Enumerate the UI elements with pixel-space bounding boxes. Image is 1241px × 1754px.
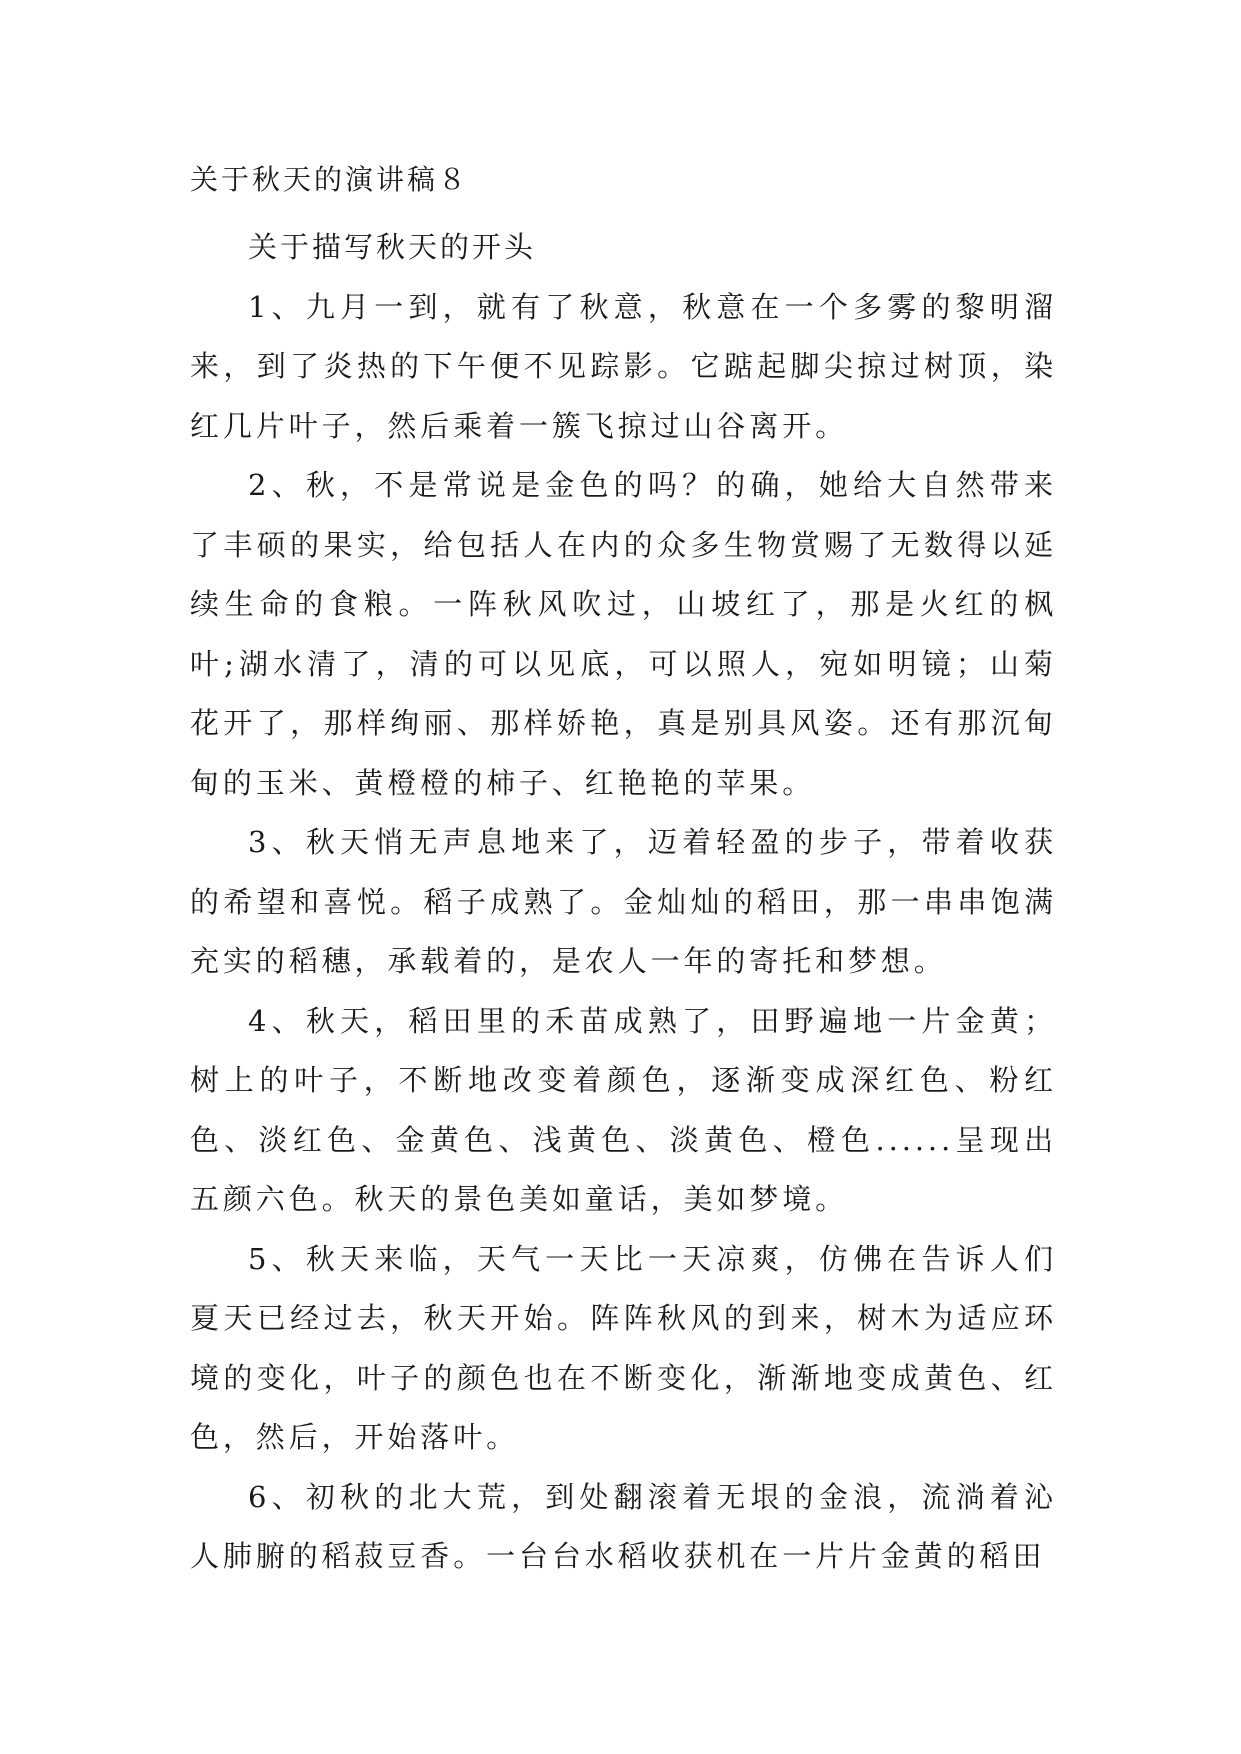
paragraph-3: 3、秋天悄无声息地来了，迈着轻盈的步子，带着收获的希望和喜悦。稻子成熟了。金灿灿的稻田，那一串串饱满充实的稻穗，承载着的，是农人一年的寄托和梦想。 bbox=[190, 825, 1057, 978]
paragraph-4: 4、秋天，稻田里的禾苗成熟了，田野遍地一片金黄；树上的叶子，不断地改变着颜色，逐渐变成深红色、粉红色、淡红色、金黄色、浅黄色、淡黄色、橙色......呈现出五颜六色。秋天的景色美如童话，美如梦境。 bbox=[190, 1003, 1057, 1216]
paragraph-6: 6、初秋的北大荒，到处翻滚着无垠的金浪，流淌着沁人肺腑的稻菽豆香。一台台水稻收获机在一片片金黄的稻田 bbox=[190, 1479, 1057, 1573]
paragraph-1: 1、九月一到，就有了秋意，秋意在一个多雾的黎明溜来，到了炎热的下午便不见踪影。它踮起脚尖掠过树顶，染红几片叶子，然后乘着一簇飞掠过山谷离开。 bbox=[190, 289, 1057, 443]
document-title: 关于秋天的演讲稿８ bbox=[190, 163, 470, 196]
document-body bbox=[190, 218, 1057, 1587]
paragraph-2: 2、秋，不是常说是金色的吗？的确，她给大自然带来了丰硕的果实，给包括人在内的众多生物赏赐了无数得以延续生命的食粮。一阵秋风吹过，山坡红了，那是火红的枫叶;湖水清了，清的可以见底，可以照人，宛如明镜；山菊花开了，那样绚丽、那样娇艳，真是别具风姿。还有那沉甸甸的玉米、黄橙橙的柿子、红艳艳的苹果。 bbox=[190, 468, 1057, 800]
section-heading: 关于描写秋天的开头 bbox=[248, 230, 537, 264]
paragraph-5: 5、秋天来临，天气一天比一天凉爽，仿佛在告诉人们夏天已经过去，秋天开始。阵阵秋风的到来，树木为适应环境的变化，叶子的颜色也在不断变化，渐渐地变成黄色、红色，然后，开始落叶。 bbox=[190, 1241, 1057, 1454]
